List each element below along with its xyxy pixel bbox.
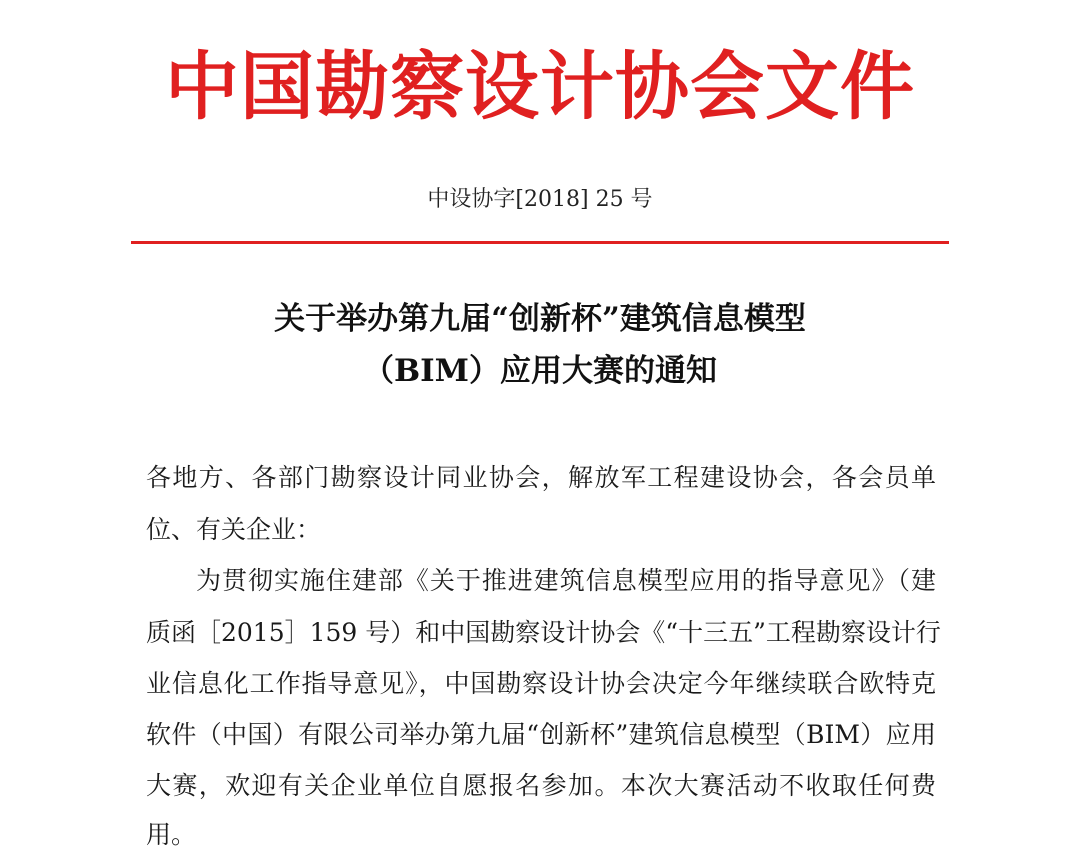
notice-title-line-1: 关于举办第九届“创新杯”建筑信息模型 xyxy=(274,301,806,337)
notice-title-line-2: （BIM）应用大赛的通知 xyxy=(362,353,718,389)
salutation-line-1: 各地方、各部门勘察设计同业协会，解放军工程建设协会，各会员单 xyxy=(146,463,936,492)
red-divider-rule xyxy=(131,241,949,244)
paragraph-line-5: 大赛，欢迎有关企业单位自愿报名参加。本次大赛活动不收取任何费 xyxy=(146,771,936,800)
masthead-title: 中国勘察设计协会文件 xyxy=(165,44,915,130)
document-number: 中设协字[2018] 25 号 xyxy=(427,187,653,212)
paragraph-line-3: 业信息化工作指导意见》，中国勘察设计协会决定今年继续联合欧特克 xyxy=(146,669,936,698)
paragraph-line-4: 软件（中国）有限公司举办第九届“创新杯”建筑信息模型（BIM）应用 xyxy=(146,720,936,749)
paragraph-line-6: 用。 xyxy=(146,820,197,849)
salutation-line-2: 位、有关企业： xyxy=(146,515,322,544)
paragraph-line-2: 质函［2015］159 号）和中国勘察设计协会《“十三五”工程勘察设计行 xyxy=(146,618,941,647)
paragraph-line-1: 为贯彻实施住建部《关于推进建筑信息模型应用的指导意见》（建 xyxy=(196,566,936,595)
